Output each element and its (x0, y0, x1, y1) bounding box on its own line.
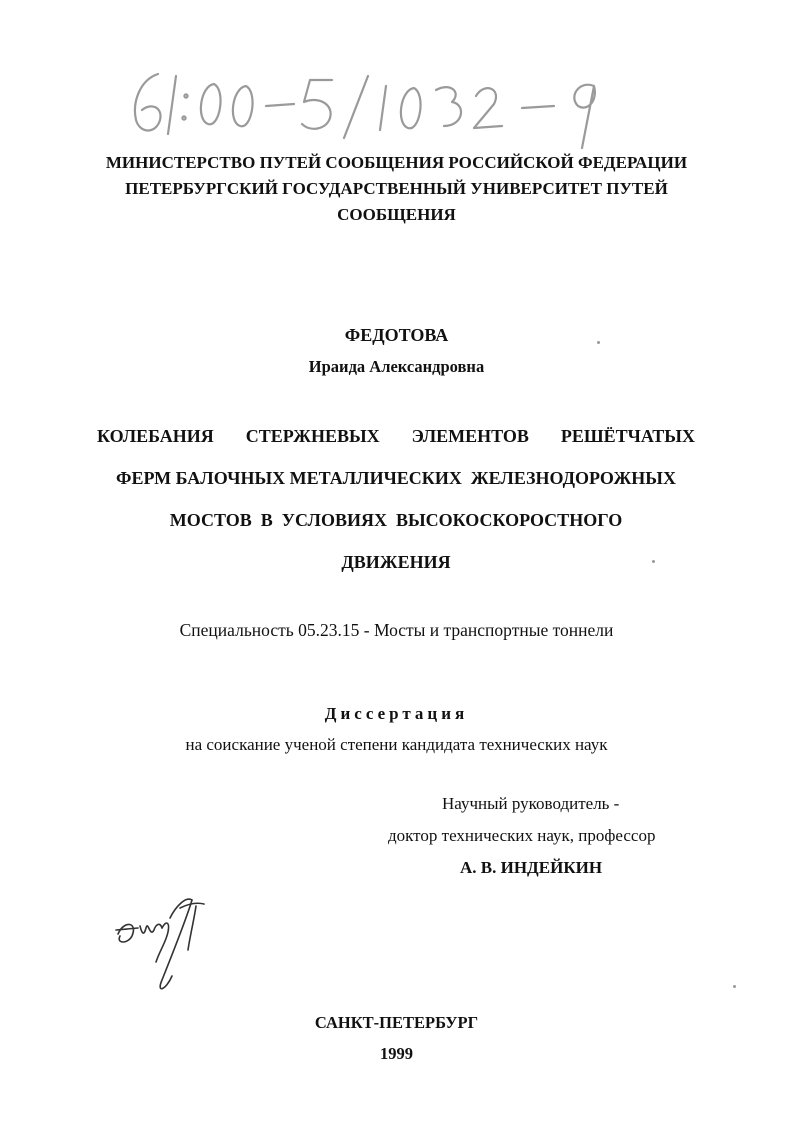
author-surname: ФЕДОТОВА (344, 325, 449, 345)
scan-speck (597, 341, 600, 344)
handwritten-signature (110, 880, 220, 1005)
advisor-degree: доктор технических наук, профессор (388, 826, 656, 845)
title-line-2: ФЕРМ БАЛОЧНЫХ МЕТАЛЛИЧЕСКИХ ЖЕЛЕЗНОДОРОЖНЫХ (116, 468, 676, 488)
year: 1999 (380, 1044, 413, 1063)
title-line-4: ДВИЖЕНИЯ (341, 552, 451, 572)
institution-header (0, 150, 793, 228)
scan-speck (733, 985, 736, 988)
title-line-1 (97, 415, 695, 457)
handwritten-archive-code (118, 62, 618, 157)
ministry-line: МИНИСТЕРСТВО ПУТЕЙ СООБЩЕНИЯ РОССИЙСКОЙ ФЕДЕРАЦИИ (105, 153, 688, 172)
scientific-advisor (380, 788, 710, 884)
title-line-3: МОСТОВ В УСЛОВИЯХ ВЫСОКОСКОРОСТНОГО (169, 510, 623, 530)
dissertation-description: на соискание ученой степени кандидата технических наук (185, 735, 608, 754)
advisor-role: Научный руководитель - (442, 794, 620, 813)
university-line: ПЕТЕРБУРГСКИЙ ГОСУДАРСТВЕННЫЙ УНИВЕРСИТЕТ ПУТЕЙ (125, 179, 668, 198)
specialty: Специальность 05.23.15 - Мосты и транспортные тоннели (179, 620, 614, 640)
scan-speck (652, 560, 655, 563)
city: САНКТ-ПЕТЕРБУРГ (314, 1013, 479, 1032)
title-word: КОЛЕБАНИЯ (97, 426, 214, 446)
university-line-continued: СООБЩЕНИЯ (337, 205, 456, 224)
title-word: РЕШЁТЧАТЫХ (560, 426, 695, 446)
title-word: ЭЛЕМЕНТОВ (411, 426, 529, 446)
dissertation-title (97, 415, 695, 583)
dissertation-label: Диссертация (324, 704, 469, 723)
title-word: СТЕРЖНЕВЫХ (245, 426, 380, 446)
author-name: Ираида Александровна (308, 357, 485, 376)
advisor-name: А. В. ИНДЕЙКИН (460, 858, 603, 877)
